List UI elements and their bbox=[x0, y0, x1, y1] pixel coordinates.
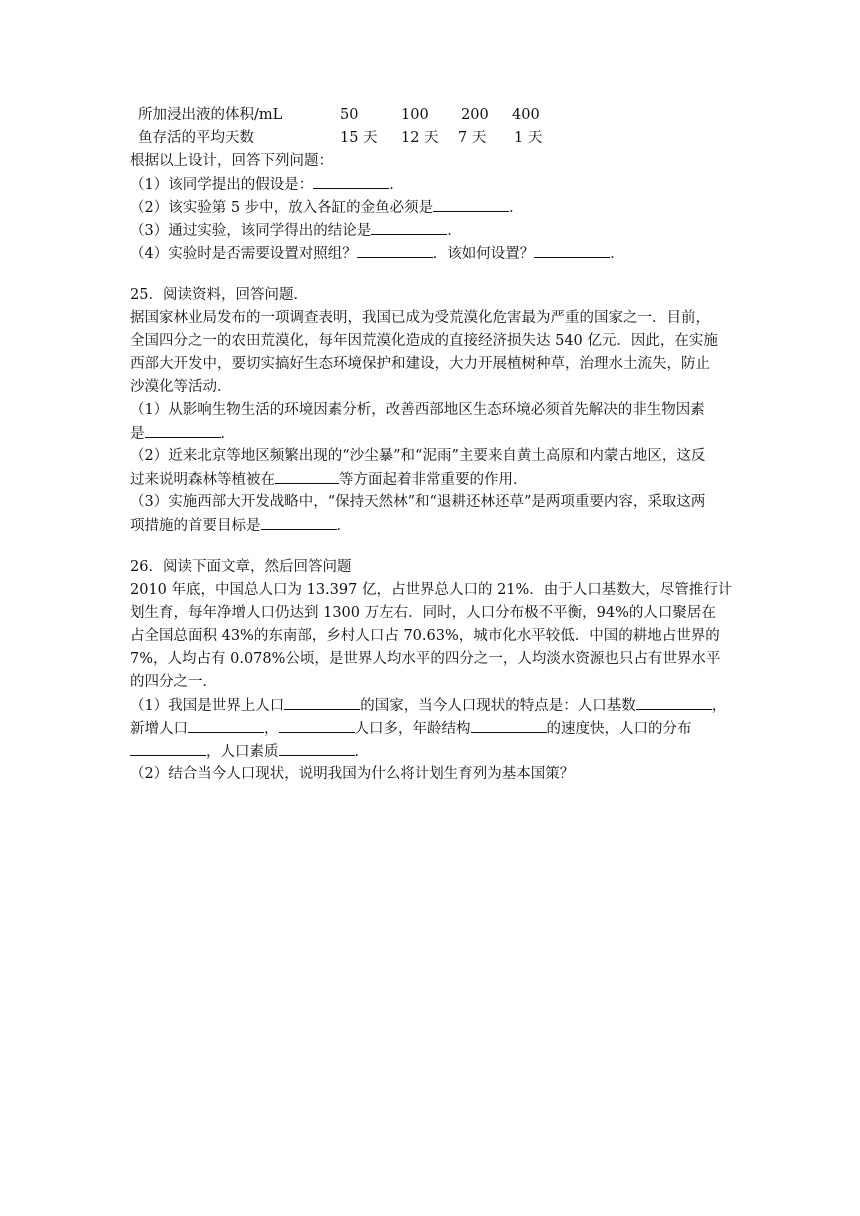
q25-2-text: 过来说明森林等植被在 bbox=[130, 472, 275, 488]
q24-1 bbox=[130, 174, 404, 195]
answer-blank[interactable] bbox=[188, 718, 264, 733]
table-cell: 50 bbox=[340, 107, 359, 123]
q26-1-text: 人口多，年龄结构 bbox=[354, 721, 471, 737]
punct: ． bbox=[336, 518, 351, 534]
q25-title: 25．阅读资料，回答问题． bbox=[130, 287, 308, 303]
q24-4b-text: ．该如何设置？ bbox=[432, 246, 535, 262]
q26-1-text: 新增人口 bbox=[130, 721, 188, 737]
q26-1-text: 的速度快，人口的分布 bbox=[546, 721, 692, 737]
q25-1-line2 bbox=[130, 423, 235, 444]
q26-para-line: 7%，人均占有 0.078%公顷，是世界人均水平的四分之一，人均淡水资源也只占有世界水平 bbox=[130, 651, 721, 667]
answer-blank[interactable] bbox=[279, 718, 355, 733]
answer-blank[interactable] bbox=[145, 423, 221, 438]
q25-para-line: 全国四分之一的农田荒漠化，每年因荒漠化造成的直接经济损失达 540 亿元．因此，在实施 bbox=[130, 333, 718, 349]
table-cell: 100 bbox=[401, 107, 429, 123]
q26-1-text: ，人口素质 bbox=[206, 744, 279, 760]
punct: ． bbox=[354, 744, 369, 760]
q24-4a-text: （4）实验时是否需要设置对照组？ bbox=[130, 246, 357, 262]
q24-2 bbox=[130, 197, 524, 218]
punct: ． bbox=[389, 177, 404, 193]
answer-blank[interactable] bbox=[130, 741, 206, 756]
answer-blank[interactable] bbox=[279, 741, 355, 756]
q25-para-line: 沙漠化等活动． bbox=[130, 379, 232, 395]
answer-blank[interactable] bbox=[534, 243, 610, 258]
q24-intro: 根据以上设计，回答下列问题： bbox=[130, 153, 333, 169]
q26-para-line: 的四分之一． bbox=[130, 674, 217, 690]
punct: ． bbox=[610, 246, 625, 262]
q25-3-text: 项措施的首要目标是 bbox=[130, 518, 261, 534]
answer-blank[interactable] bbox=[313, 174, 389, 189]
q24-2-text: （2）该实验第 5 步中，放入各缸的金鱼必须是 bbox=[130, 200, 434, 216]
table-cell: 12 天 bbox=[401, 130, 439, 146]
q24-4 bbox=[130, 243, 625, 264]
answer-blank[interactable] bbox=[636, 695, 712, 710]
punct: ， bbox=[264, 721, 279, 737]
q25-1-line1: （1）从影响生物生活的环境因素分析，改善西部地区生态环境必须首先解决的非生物因素 bbox=[130, 402, 705, 418]
q26-para-line: 占全国总面积 43%的东南部，乡村人口占 70.63%，城市化水平较低．中国的耕地占世界的 bbox=[130, 628, 720, 644]
q26-1-line2 bbox=[130, 718, 692, 739]
q26-para-line: 2010 年底，中国总人口为 13.397 亿，占世界总人口的 21%．由于人口基数大，尽管推行计 bbox=[130, 582, 733, 598]
table-cell: 200 bbox=[461, 107, 489, 123]
q24-1-text: （1）该同学提出的假设是： bbox=[130, 177, 314, 193]
punct: ． bbox=[447, 223, 462, 239]
q25-3-line1: （3）实施西部大开发战略中，“保持天然林”和“退耕还林还草”是两项重要内容，采取这两 bbox=[130, 494, 706, 510]
answer-blank[interactable] bbox=[261, 515, 337, 530]
answer-blank[interactable] bbox=[371, 220, 447, 235]
q26-1-line3 bbox=[130, 741, 369, 762]
table-cell: 7 天 bbox=[458, 130, 487, 146]
q26-para-line: 划生育，每年净增人口仍达到 1300 万左右．同时，人口分布极不平衡，94%的人口聚居在 bbox=[130, 605, 716, 621]
answer-blank[interactable] bbox=[433, 197, 509, 212]
q24-3 bbox=[130, 220, 462, 241]
q26-1-text: 的国家，当今人口现状的特点是：人口基数 bbox=[360, 698, 636, 714]
punct: ． bbox=[509, 200, 524, 216]
q25-para-line: 据国家林业局发布的一项调查表明，我国已成为受荒漠化危害最为严重的国家之一．目前， bbox=[130, 310, 710, 326]
q24-3-text: （3）通过实验，该同学得出的结论是 bbox=[130, 223, 372, 239]
q26-2: （2）结合当今人口现状，说明我国为什么将计划生育列为基本国策？ bbox=[130, 766, 575, 782]
q25-3-line2 bbox=[130, 515, 351, 536]
table-cell: 400 bbox=[512, 107, 540, 123]
answer-blank[interactable] bbox=[357, 243, 433, 258]
q26-1-text: （1）我国是世界上人口 bbox=[130, 698, 285, 714]
table-cell: 1 天 bbox=[514, 130, 543, 146]
q26-1-line1 bbox=[130, 695, 726, 716]
q25-2-text-end: 等方面起着非常重要的作用． bbox=[339, 472, 528, 488]
answer-blank[interactable] bbox=[471, 718, 547, 733]
punct: ， bbox=[711, 698, 727, 714]
table-row2-label: 鱼存活的平均天数 bbox=[138, 130, 254, 146]
q25-2-line2 bbox=[130, 469, 528, 490]
q25-2-line1: （2）近来北京等地区频繁出现的“沙尘暴”和“泥雨”主要来自黄土高原和内蒙古地区，这反 bbox=[130, 448, 706, 464]
q25-1-text: 是 bbox=[130, 426, 145, 442]
table-cell: 15 天 bbox=[340, 130, 378, 146]
q25-para-line: 西部大开发中，要切实搞好生态环境保护和建设，大力开展植树种草，治理水土流失，防止 bbox=[130, 356, 710, 372]
q26-title: 26．阅读下面文章，然后回答问题 bbox=[130, 559, 352, 575]
punct: ． bbox=[220, 426, 235, 442]
table-row1-label: 所加浸出液的体积/mL bbox=[138, 107, 283, 123]
answer-blank[interactable] bbox=[284, 695, 360, 710]
answer-blank[interactable] bbox=[275, 469, 339, 484]
